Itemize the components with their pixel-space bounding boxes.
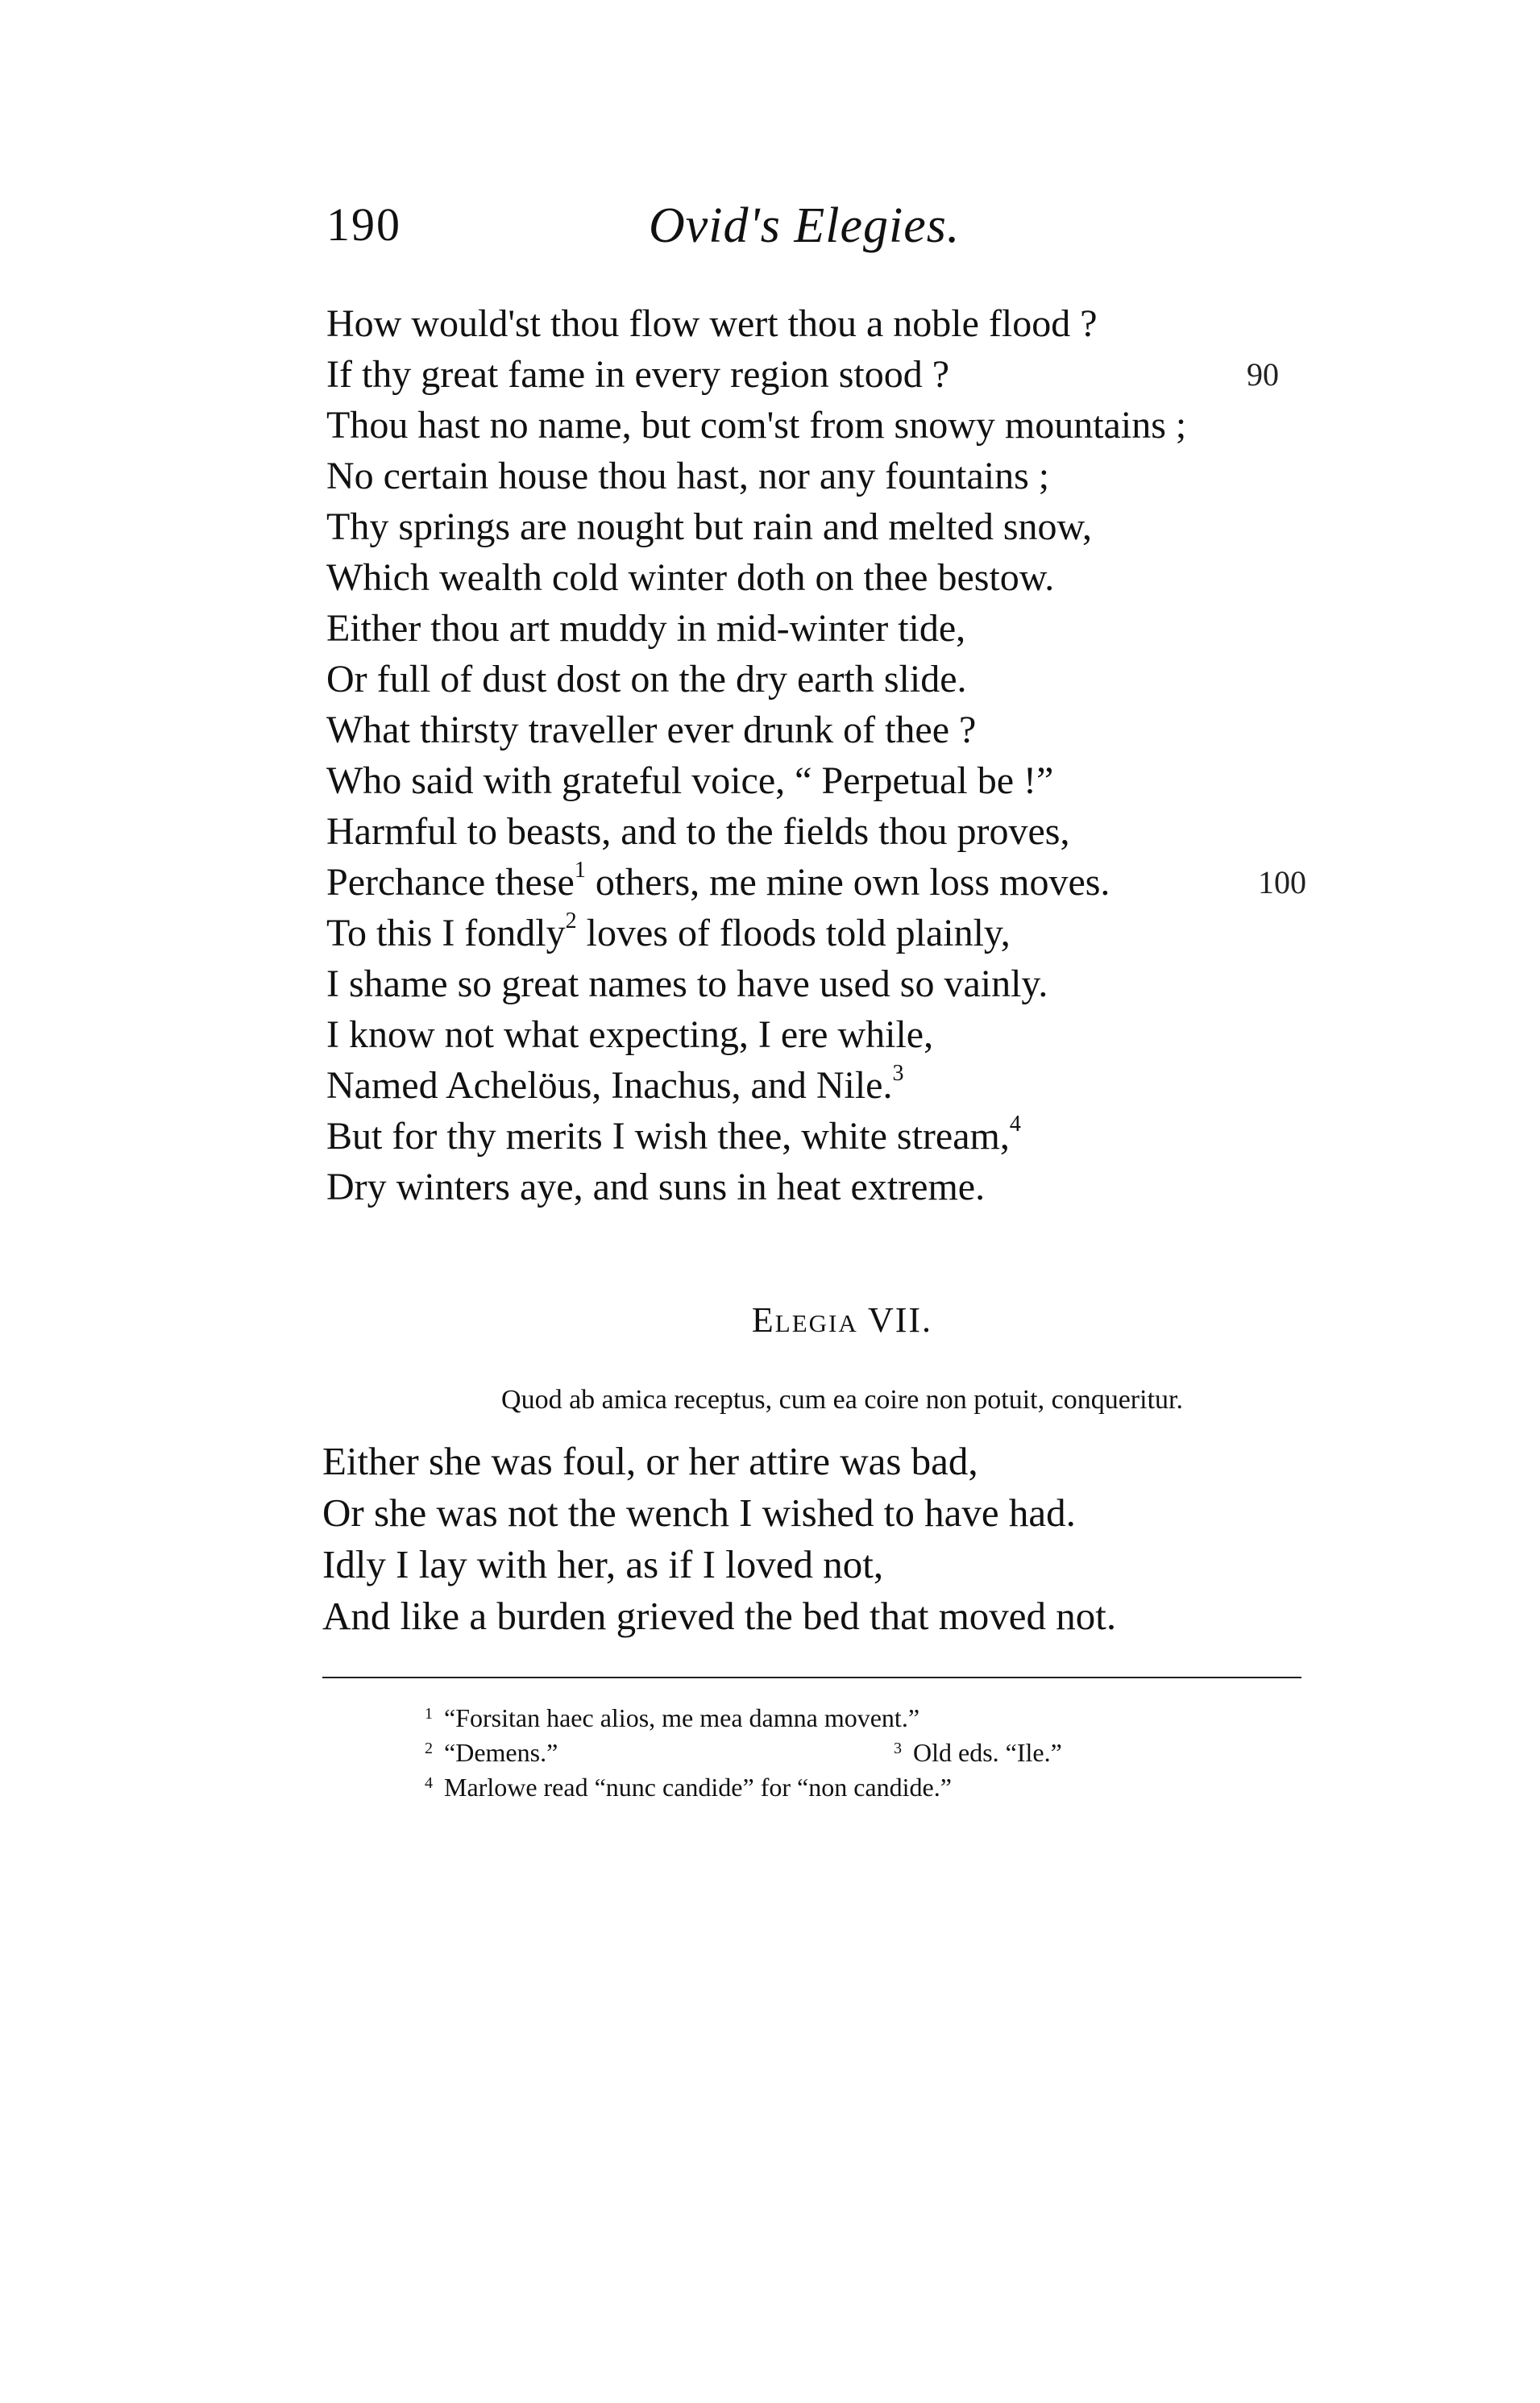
line-text: Dry winters aye, and suns in heat extreme. (326, 1166, 986, 1208)
line-text: Either thou art muddy in mid-winter tide, (326, 607, 966, 650)
footnote-mark: 4 (425, 1774, 433, 1792)
poem-part-1 (326, 298, 1358, 1212)
poem-line (326, 705, 1358, 755)
poem-line (326, 806, 1358, 857)
poem-line (326, 908, 1358, 958)
poem-line (326, 552, 1358, 603)
running-header (326, 197, 1358, 270)
line-text: Harmful to beasts, and to the fields thou proves, (326, 810, 1070, 853)
poem-line (326, 1111, 1358, 1162)
footnote-reference: 3 (892, 1061, 904, 1086)
footnote-text: Marlowe read “nunc candide” for “non candide.” (444, 1773, 952, 1802)
footnote (425, 1701, 1231, 1736)
line-text: How would'st thou flow wert thou a noble flood ? (326, 302, 1098, 345)
poem-line (326, 857, 1358, 908)
poem-line: Or she was not the wench I wished to have had. (322, 1490, 1076, 1535)
line-text: To this I fondly (326, 912, 566, 954)
footnote-text: “Forsitan haec alios, me mea damna movent.” (444, 1703, 920, 1732)
line-text: Named Achelöus, Inachus, and Nile. (326, 1064, 893, 1107)
line-text: But for thy merits I wish thee, white stream, (326, 1115, 1010, 1158)
line-text: Which wealth cold winter doth on thee bestow. (326, 556, 1055, 599)
footnote-divider (322, 1677, 1301, 1678)
poem-line (326, 501, 1358, 552)
poem-line (326, 1060, 1358, 1111)
poem-part-2 (322, 1436, 1354, 1642)
poem-line (326, 603, 1358, 654)
poem-line (326, 654, 1358, 705)
line-text: loves of floods told plainly, (576, 912, 1011, 954)
line-text: Or full of dust dost on the dry earth slide. (326, 658, 967, 701)
line-text: If thy great fame in every region stood ? (326, 353, 950, 396)
line-text: No certain house thou hast, nor any fountains ; (326, 455, 1050, 497)
poem-line (326, 349, 1358, 400)
poem-line (326, 1009, 1358, 1060)
section-heading (326, 1299, 1358, 1341)
poem-line (326, 451, 1358, 501)
line-text: Perchance these (326, 861, 575, 904)
footnote-text: Old eds. “Ile.” (913, 1738, 1062, 1767)
footnote-reference: 4 (1009, 1112, 1021, 1137)
running-title: Ovid's Elegies. (649, 198, 961, 253)
footnote-reference: 1 (574, 858, 586, 883)
footnote (425, 1736, 1231, 1770)
line-number: 90 (1247, 356, 1279, 393)
poem-line (326, 298, 1358, 349)
footnote-mark: 3 (894, 1740, 902, 1757)
line-text: Who said with grateful voice, “ Perpetual be !” (326, 759, 1054, 802)
poem-line: And like a burden grieved the bed that moved not. (322, 1594, 1117, 1638)
poem-line (326, 1162, 1358, 1212)
line-text: I know not what expecting, I ere while, (326, 1013, 934, 1056)
line-text: others, me mine own loss moves. (585, 861, 1110, 904)
footnote-secondary (894, 1736, 1062, 1770)
footnotes (425, 1701, 1231, 1805)
poem-line (326, 400, 1358, 451)
line-text: What thirsty traveller ever drunk of thee ? (326, 709, 977, 751)
footnote-reference: 2 (565, 908, 577, 933)
line-text: Thou hast no name, but com'st from snowy mountains ; (326, 404, 1187, 447)
section-argument: Quod ab amica receptus, cum ea coire non potuit, conqueritur. (501, 1385, 1183, 1415)
line-text: I shame so great names to have used so vainly. (326, 962, 1048, 1005)
line-text: Thy springs are nought but rain and melted snow, (326, 505, 1093, 548)
line-number: 100 (1258, 864, 1306, 900)
footnote-text: “Demens.” (444, 1738, 558, 1767)
poem-line (326, 755, 1358, 806)
footnote-mark: 2 (425, 1740, 433, 1757)
poem-line: Either she was foul, or her attire was bad, (322, 1439, 978, 1483)
footnote-mark: 1 (425, 1705, 433, 1723)
poem-line (326, 958, 1358, 1009)
poem-line: Idly I lay with her, as if I loved not, (322, 1542, 884, 1586)
section-heading-text: Elegia VII. (751, 1300, 933, 1340)
footnote (425, 1770, 1231, 1805)
page-number: 190 (326, 198, 401, 251)
